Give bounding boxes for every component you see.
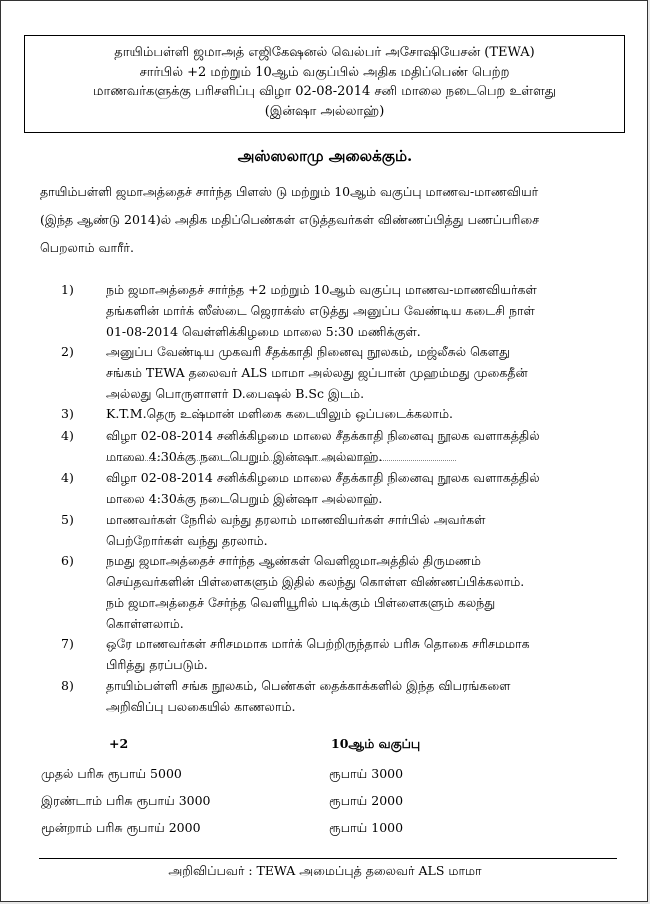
item-number: 7) [61,636,74,651]
item-line: மாணவர்கள் நேரில் வந்து தரலாம் மாணவியர்கள் சார்பில் அவர்கள் [106,512,486,527]
item-line: ஒரே மாணவர்கள் சரிசமமாக மார்க் பெற்றிருந்தால் பரிசு தொகை சரிசமமாக [106,636,530,651]
tenth-column-header: 10ஆம் வகுப்பு [331,736,421,751]
item-text [106,550,618,634]
item-number: 2) [61,344,74,359]
item-line: பிரித்து தரப்படும். [106,657,208,672]
intro-line: (இந்த ஆண்டு 2014)ல் அதிக மதிப்பெண்கள் எடுத்தவர்கள் விண்ணப்பித்து பணப்பரிசை [40,212,540,227]
item-line: மாலை 4:30க்கு நடைபெறும் இன்ஷா அல்லாஹ். [106,449,383,464]
item-line: பெற்றோர்கள் வந்து தரலாம். [106,533,268,548]
item-number: 1) [61,282,74,297]
announcement-line: தாயிம்பள்ளி ஜமாஅத் எஜிகேஷனல் வெல்பர் அசோஷியேசன் (TEWA) [114,45,535,60]
item-line: கொள்ளலாம். [106,616,184,631]
item-line: K.T.M.தெரு உஷ்மான் மளிகை கடையிலும் ஒப்படைக்கலாம். [106,406,453,421]
item-number: 3) [61,406,74,421]
item-text [106,341,618,404]
item-number: 6) [61,553,74,568]
item-line: அல்லது பொருளாளர் D.பைஷல் B.Sc இடம். [106,386,365,401]
item-line: தங்களின் மார்க் ஸீஸ்டை ஜெராக்ஸ் எடுத்து அனுப்ப வேண்டிய கடைசி நாள் [106,303,535,318]
intro-line: பெறலாம் வாரீர். [40,240,134,255]
item-number: 4) [61,470,74,485]
dotted-divider [106,460,456,461]
item-line: விழா 02-08-2014 சனிக்கிழமை மாலை சீதக்காதி நினைவு நூலக வளாகத்தில் [106,470,540,485]
item-number: 8) [61,678,74,693]
announcement-box [24,35,625,133]
item-line: செய்தவர்களின் பிள்ளைகளும் இதில் கலந்து கொள்ள விண்ணப்பிக்கலாம். [106,574,525,589]
item-text [106,509,618,551]
intro-line: தாயிம்பள்ளி ஜமாஅத்தைச் சார்ந்த பிளஸ் டு மற்றும் 10ஆம் வகுப்பு மாணவ-மாணவியர் [40,184,539,199]
plus2-prize-cell: மூன்றாம் பரிசு ரூபாய் 2000 [41,820,201,835]
footer-divider [39,858,617,859]
item-line: மாலை 4:30க்கு நடைபெறும் இன்ஷா அல்லாஹ். [106,491,383,506]
item-line: அனுப்ப வேண்டிய முகவரி சீதக்காதி நினைவு நூலகம், மஜ்லீசுல் கௌது [106,344,510,359]
tenth-prize-cell: ரூபாய் 3000 [329,766,404,781]
item-line: நம் ஜமாஅத்தைச் சேர்ந்த வெளியூரில் படிக்கும் பிள்ளைகளும் கலந்து [106,595,496,610]
plus2-prize-cell: இரண்டாம் பரிசு ரூபாய் 3000 [41,793,211,808]
item-text [106,403,618,424]
tenth-prize-cell: ரூபாய் 2000 [329,793,404,808]
item-number: 5) [61,512,74,527]
announcement-line: (இன்ஷா அல்லாஹ்) [264,103,385,119]
intro-paragraph [40,178,608,262]
tenth-prize-cell: ரூபாய் 1000 [329,820,404,835]
announcement-line: மாணவர்களுக்கு பரிசளிப்பு விழா 02-08-2014 சனி மாலை நடைபெற உள்ளது [92,84,557,99]
item-line: விழா 02-08-2014 சனிக்கிழமை மாலை சீதக்காதி நினைவு நூலக வளாகத்தில் [106,428,540,443]
item-number: 4) [61,428,74,443]
item-text [106,467,618,509]
item-line: நம் ஜமாஅத்தைச் சார்ந்த +2 மற்றும் 10ஆம் வகுப்பு மாணவ-மாணவியர்கள் [106,282,537,297]
footer-announcer: அறிவிப்பவர் : TEWA அமைப்புத் தலைவர் ALS மாமா [168,863,482,878]
announcement-line: சார்பில் +2 மற்றும் 10ஆம் வகுப்பில் அதிக மதிப்பெண் பெற்ற [139,64,510,80]
plus2-prize-cell: முதல் பரிசு ரூபாய் 5000 [41,766,182,781]
item-text [106,675,618,717]
item-text [106,279,618,342]
plus2-column-header: +2 [109,736,129,751]
item-line: 01-08-2014 வெள்ளிக்கிழமை மாலை 5:30 மணிக்குள். [106,324,421,339]
item-line: சங்கம் TEWA தலைவர் ALS மாமா அல்லது ஜப்பான் முஹம்மது முகைதீன் [106,365,528,380]
greeting-heading: அஸ்ஸலாமு அலைக்கும். [237,147,413,165]
item-line: தாயிம்பள்ளி சங்க நூலகம், பெண்கள் தைக்காக்களில் இந்த விபரங்களை [106,678,511,693]
item-text [106,633,618,675]
item-line: அறிவிப்பு பலகையில் காணலாம். [106,699,296,714]
item-line: நமது ஜமாஅத்தைச் சார்ந்த ஆண்கள் வெளிஜமாஅத்தில் திருமணம் [106,553,481,568]
